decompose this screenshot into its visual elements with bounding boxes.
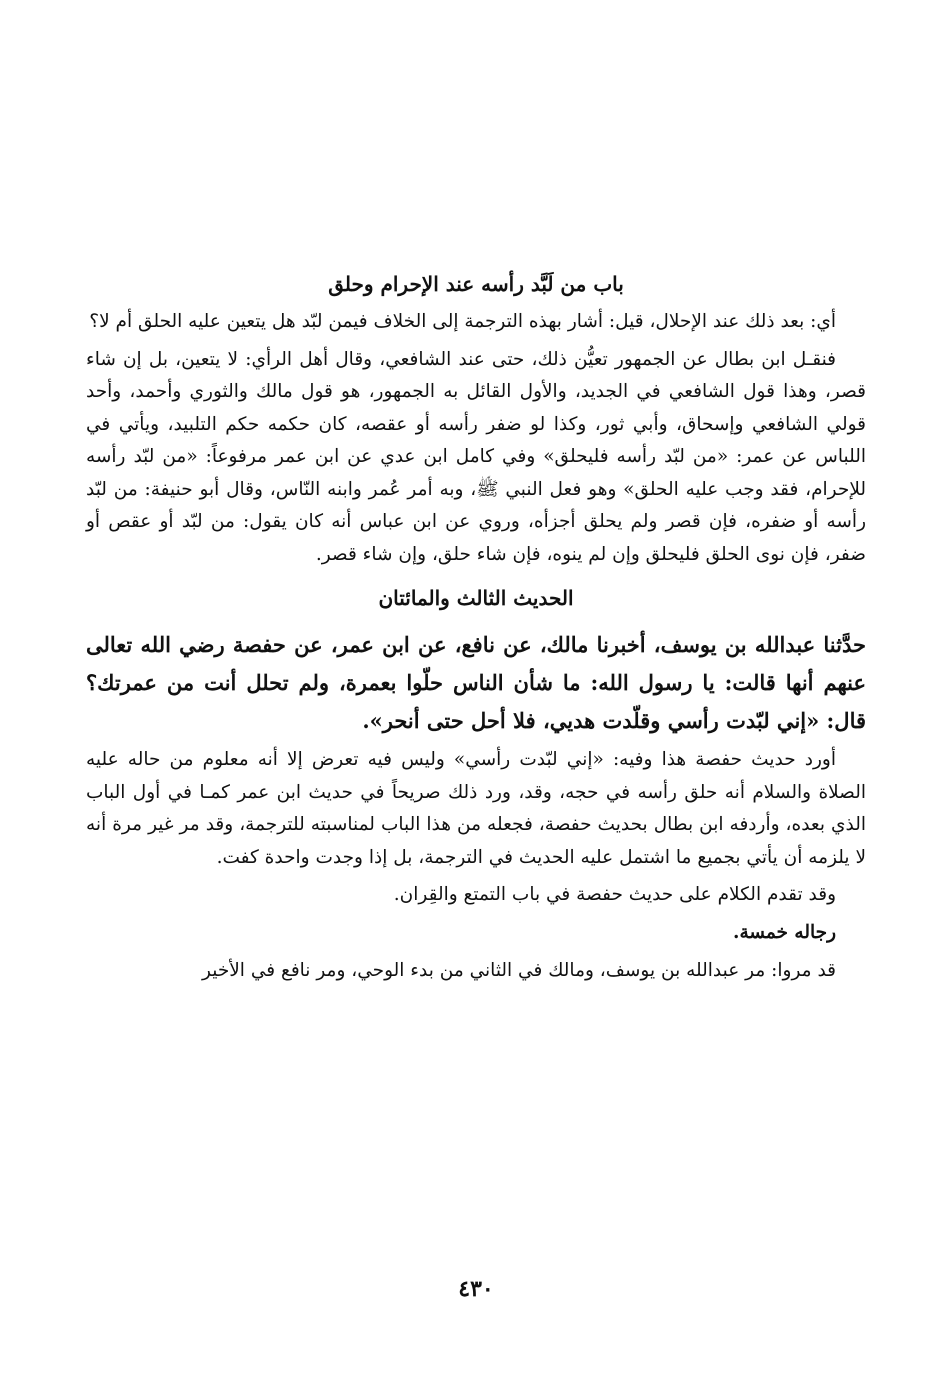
paragraph-reference: وقد تقدم الكلام على حديث حفصة في باب التمتع والقِران. (393, 884, 836, 905)
narrators-heading: رجاله خمسة. (733, 921, 836, 943)
page-number: ٤٣٠ (458, 1276, 494, 1302)
paragraph-intro: أي: بعد ذلك عند الإحلال، قيل: أشار بهذه الترجمة إلى الخلاف فيمن لبّد هل يتعين عليه الحلق أم لا؟ (89, 311, 836, 332)
hadith-text: حدَّثنا عبدالله بن يوسف، أخبرنا مالك، عن نافع، عن ابن عمر، عن حفصة رضي الله تعالى عنهم أنها قالت: يا رسول الله: ما شأن الناس حلّوا بعمرة، ولم تحلل أنت من عمرتك؟ قال: «إني لبّدت رأسي وقلّدت هديي، فلا أحل حتى أنحر». (86, 632, 866, 733)
paragraph-narrators: قد مروا: مر عبدالله بن يوسف، ومالك في الثاني من بدء الوحي، ومر نافع في الأخير (202, 959, 836, 981)
page-content (86, 262, 866, 992)
chapter-title: باب من لَبَّد رأسه عند الإحرام وحلق (328, 272, 624, 296)
hadith-heading: الحديث الثالث والمائتان (378, 586, 574, 610)
paragraph-commentary: أورد حديث حفصة هذا وفيه: «إني لبّدت رأسي» وليس فيه تعرض إلا أنه معلوم من حاله عليه الصلاة والسلام أنه حلق رأسه في حجه، وقد، ورد ذلك صريحاً في حديث ابن عمر كمـا في أول الباب الذي بعده، وأردفه ابن بطال بحديث حفصة، فجعله من هذا الباب لمناسبته للترجمة، وقد مر غير مرة أنه لا يلزمه أن يأتي بجميع ما اشتمل عليه الحديث في الترجمة، بل إذا وجدت واحدة كفت. (86, 749, 866, 868)
paragraph-opinions: فنقـل ابن بطال عن الجمهور تعيُّن ذلك، حتى عند الشافعي، وقال أهل الرأي: لا يتعين، بل إن شاء قصر، وهذا قول الشافعي في الجديد، والأول القائل به الجمهور، هو قول مالك والثوري وأحمد، وأحد قولي الشافعي وإسحاق، وأبي ثور، وكذا لو ضفر رأسه أو عقصه، كان حكمه حكم التلبيد، ويأتي في اللباس عن عمر: «من لبّد رأسه فليحلق» وفي كامل ابن عدي عن ابن عمر مرفوعاً: «من لبّد رأسه للإحرام، فقد وجب عليه الحلق» وهو فعل النبي ﷺ، وبه أمر عُمر وابنه النّاس، وقال أبو حنيفة: من لبّد رأسه أو ضفره، فإن قصر ولم يحلق أجزأه، وروي عن ابن عباس أنه كان يقول: من لبّد أو عقص أو ضفر، فإن نوى الحلق فليحلق وإن لم ينوه، فإن شاء حلق، وإن شاء قصر. (86, 348, 866, 565)
